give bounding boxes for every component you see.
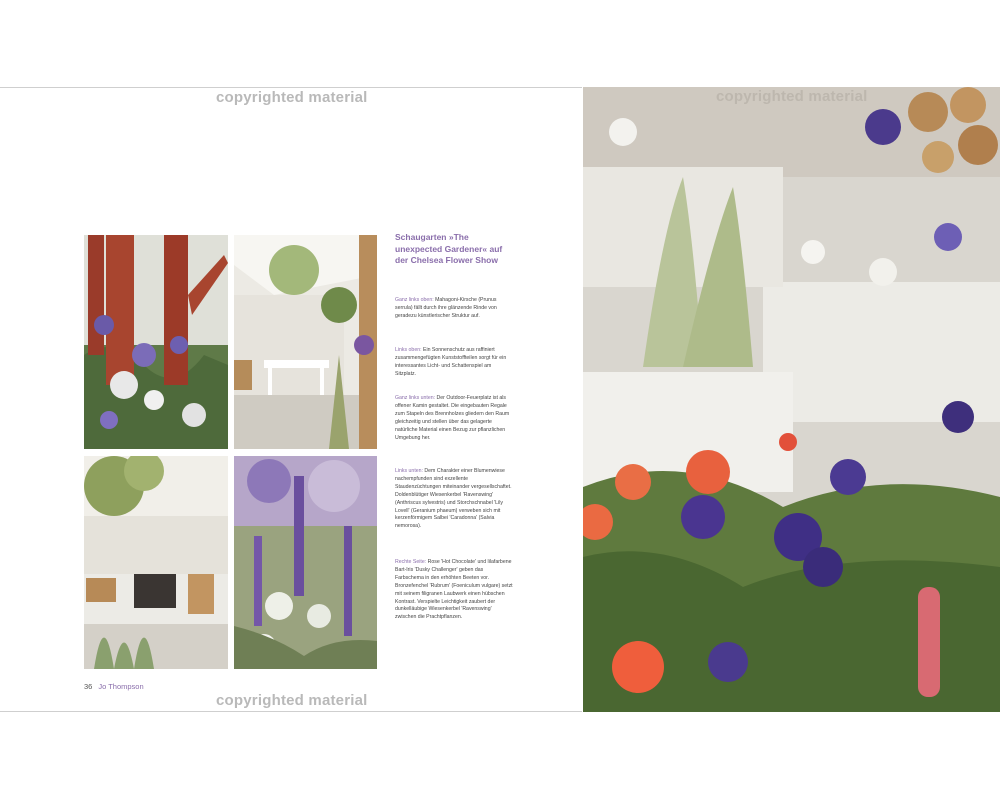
watermark-top: copyrighted material bbox=[216, 89, 368, 106]
caption-5 bbox=[395, 559, 513, 622]
caption-3 bbox=[395, 395, 513, 442]
salvia-meadow-photo bbox=[234, 456, 377, 669]
fireplace-photo bbox=[84, 456, 228, 669]
caption-4-label: Links unten: bbox=[395, 468, 423, 474]
caption-2-label: Links oben: bbox=[395, 347, 422, 353]
caption-2 bbox=[395, 347, 513, 379]
page-number: 36 bbox=[84, 682, 93, 691]
cherry-tree-photo bbox=[84, 235, 228, 449]
seating-area-photo bbox=[234, 235, 377, 449]
iris-rose-bed-photo bbox=[583, 87, 1000, 712]
caption-4-text: Dem Charakter einer Blumenwiese nachempfunden sind exzellente Staudenzüchtungen miteinander vergesellschaftet. Doldenblütiger Wiesenkerbel 'Ravenswing' (Anthriscus sylvestris) und Storchschnabel 'Lily Lovell' (Geranium phaeum) verweben sich mit kerzenförmigem Salbei 'Caradonna' (Salvia nemorosa). bbox=[395, 468, 512, 530]
caption-5-text: Rose 'Hot Chocolate' und lilafarbene Bart-Iris 'Dusky Challenger' geben das Farbschema in den erhöhten Beeten vor. Bronzefenchel 'Rubrum' (Foeniculum vulgare) setzt mit seinem filigranen Laubwerk einen hübschen Kontrast. Verspielte Leichtigkeit zaubert der dunkelläubige Wiesenkerbel 'Ravenswing' zwischen die Prachtpflanzen. bbox=[395, 559, 513, 621]
caption-3-text: Der Outdoor-Feuerplatz ist als offener Kamin gestaltet. Die eingebauten Regale zum Stapeln des Brennholzes gliedern den Raum gleichzeitig und stellen über das gelagerte natürliche Material einen Bezug zur pflanzlichen Umgebung her. bbox=[395, 395, 510, 441]
caption-4 bbox=[395, 468, 513, 531]
caption-1-text: Mahagoni-Kirsche (Prunus serrula) fällt durch ihre glänzende Rinde von geradezu künstlerischer Struktur auf. bbox=[395, 297, 497, 319]
caption-2-text: Ein Sonnenschutz aus raffiniert zusammengefügten Kunststoffteilen sorgt für ein interessantes Licht- und Schattenspiel am Sitzplatz. bbox=[395, 347, 507, 377]
folio bbox=[84, 682, 144, 691]
book-spread bbox=[0, 87, 1000, 712]
left-page bbox=[0, 87, 582, 712]
caption-1-label: Ganz links oben: bbox=[395, 297, 434, 303]
caption-5-label: Rechte Seite: bbox=[395, 559, 427, 565]
watermark-bottom: copyrighted material bbox=[216, 692, 368, 709]
caption-title: Schaugarten »The unexpected Gardener« auf der Chelsea Flower Show bbox=[395, 232, 503, 265]
caption-3-label: Ganz links unten: bbox=[395, 395, 436, 401]
caption-1 bbox=[395, 297, 513, 321]
author-name: Jo Thompson bbox=[98, 682, 144, 691]
watermark-right: copyrighted material bbox=[716, 88, 868, 105]
